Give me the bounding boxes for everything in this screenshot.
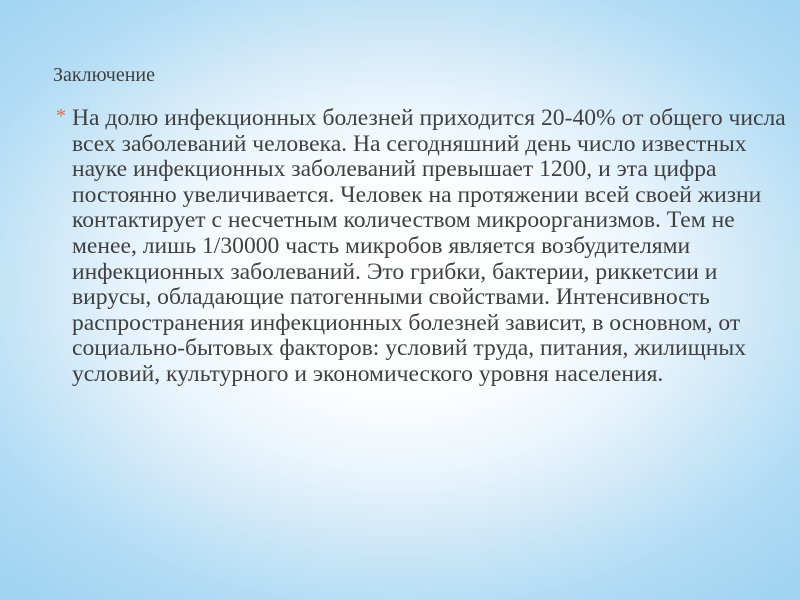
bullet-paragraph bbox=[56, 106, 786, 388]
bullet-text: На долю инфекционных болезней приходится 20-40% от общего числа всех заболеваний человека. На сегодняшний день число известных науке инфекционных заболеваний превышает 1200, и эта цифра постоянно увеличивается. Человек на протяжении всей своей жизни контактирует с несчетным количеством микроорганизмов. Тем не менее, лишь 1/30000 часть микробов является возбудителями инфекционных заболеваний. Это грибки, бактерии, риккетсии и вирусы, обладающие патогенными свойствами. Интенсивность распространения инфекционных болезней зависит, в основном, от социально-бытовых факторов: условий труда, питания, жилищных условий, культурного и экономического уровня населения. bbox=[72, 105, 786, 387]
asterisk-bullet-icon: * bbox=[56, 105, 66, 127]
slide-title: Заключение bbox=[53, 64, 155, 86]
